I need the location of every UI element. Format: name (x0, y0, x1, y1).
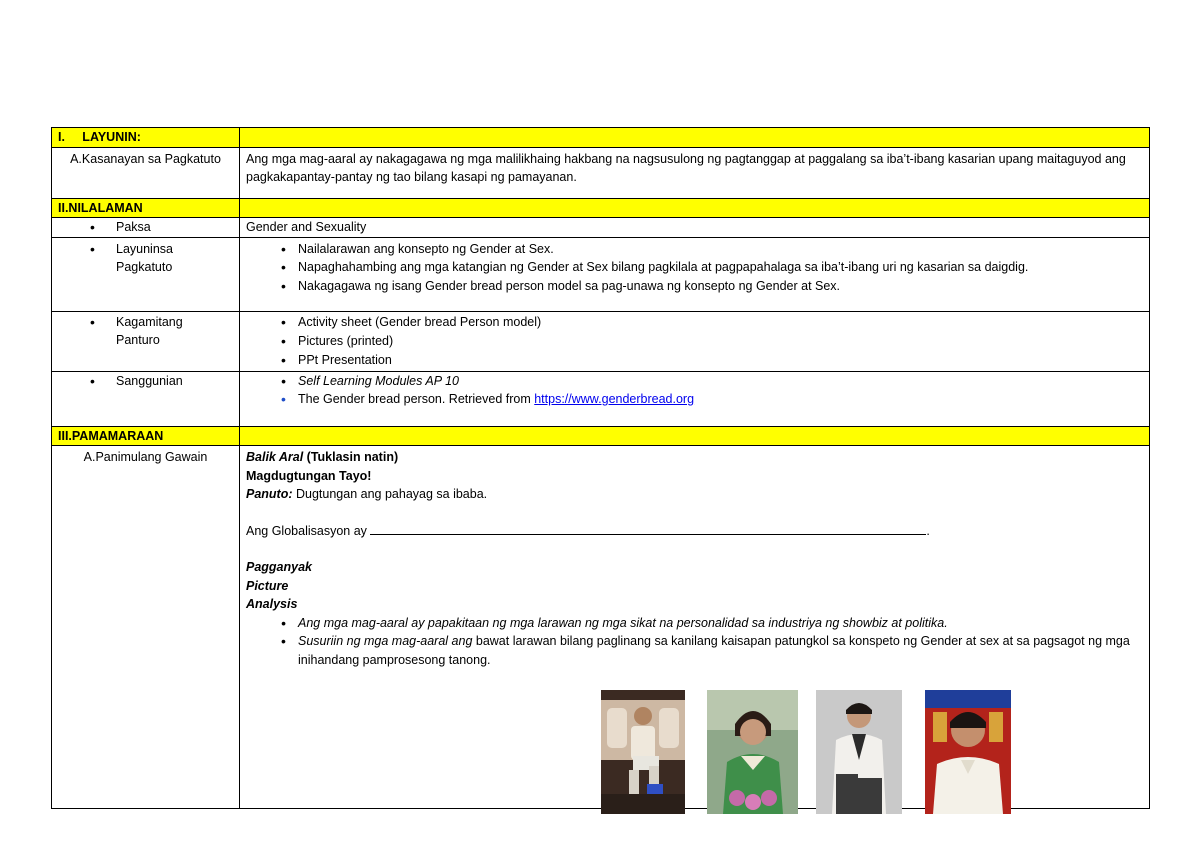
list-item: • Nailalarawan ang konsepto ng Gender at Sex. (246, 240, 1143, 259)
balik-aral-line: Balik Aral (Tuklasin natin) (246, 450, 399, 464)
section-header-nilalaman (52, 198, 1150, 218)
nilalaman-header: II.NILALAMAN (52, 198, 240, 218)
row-kasanayan (52, 147, 1150, 198)
list-item: • Activity sheet (Gender bread Person model) (246, 313, 1143, 332)
sanggunian-label: • Sanggunian (58, 372, 233, 391)
list-item: • Susuriin ng mga mag-aaral ang bawat larawan bilang paglinang sa kanilang kaisapan patungkol sa konspeto ng Gender at sex at sa pagsagot ng mga inihandang pamprosesong tanong. (246, 632, 1143, 669)
row-sanggunian (52, 371, 1150, 426)
layunin-list (240, 237, 1150, 311)
answer-blank[interactable] (370, 522, 926, 535)
kasanayan-label: A.Kasanayan sa Pagkatuto (52, 147, 240, 198)
layunin-label: • Layuninsa Pagkatuto (58, 240, 233, 277)
photo-3 (816, 690, 902, 814)
row-kagamitan (52, 311, 1150, 371)
kagamitan-list (240, 311, 1150, 371)
kagamitan-label: • Kagamitang Panturo (58, 313, 233, 350)
row-layunin-pagkatuto (52, 237, 1150, 311)
paksa-value: Gender and Sexuality (240, 218, 1150, 238)
analysis-title: Analysis (246, 597, 298, 611)
photo-2 (707, 690, 798, 814)
section-header-pamamaraan (52, 426, 1150, 446)
magdugtungan-title: Magdugtungan Tayo! (246, 468, 372, 483)
list-item: • PPt Presentation (246, 351, 1143, 370)
pamamaraan-header: III.PAMAMARAAN (52, 426, 240, 446)
photo-4 (925, 690, 1011, 814)
list-item: • Nakagagawa ng isang Gender bread person model sa pag-unawa ng konsepto ng Gender at Sex. (246, 277, 1143, 296)
sanggunian-list (240, 371, 1150, 426)
panuto-line: Panuto: Dugtungan ang pahayag sa ibaba. (246, 487, 488, 501)
genderbread-link[interactable]: https://www.genderbread.org (534, 392, 695, 406)
kasanayan-text: Ang mga mag-aaral ay nakagagawa ng mga malilikhaing hakbang na nagsusulong ng pagtanggap at paggalang sa iba’t-ibang kasarian upang maitaguyod ang pagkakapantay-pantay ng tao bilang kasapi ng pamayanan. (240, 147, 1150, 198)
layunin-header: I. LAYUNIN: (52, 128, 240, 148)
list-item: • The Gender bread person. Retrieved from https://www.genderbread.org (246, 390, 1143, 409)
list-item: • Self Learning Modules AP 10 (246, 372, 1143, 391)
paksa-label: • Paksa (58, 218, 233, 237)
list-item: • Napaghahambing ang mga katangian ng Gender at Sex bilang pagkilala at pagpapahalaga sa iba’t-ibang uri ng kasarian sa daigdig. (246, 258, 1143, 277)
list-item: • Pictures (printed) (246, 332, 1143, 351)
panimulang-label: A.Panimulang Gawain (52, 446, 240, 809)
list-item: • Ang mga mag-aaral ay papakitaan ng mga larawan ng mga sikat na personalidad sa industriya ng showbiz at politika. (246, 614, 1143, 633)
pagganyak-title: Pagganyak (246, 560, 313, 574)
row-paksa (52, 218, 1150, 238)
personality-photos (601, 690, 1021, 814)
globalisasyon-line: Ang Globalisasyon ay . (246, 523, 930, 538)
photo-1 (601, 690, 685, 814)
picture-title: Picture (246, 578, 289, 593)
section-header-layunin (52, 128, 1150, 148)
